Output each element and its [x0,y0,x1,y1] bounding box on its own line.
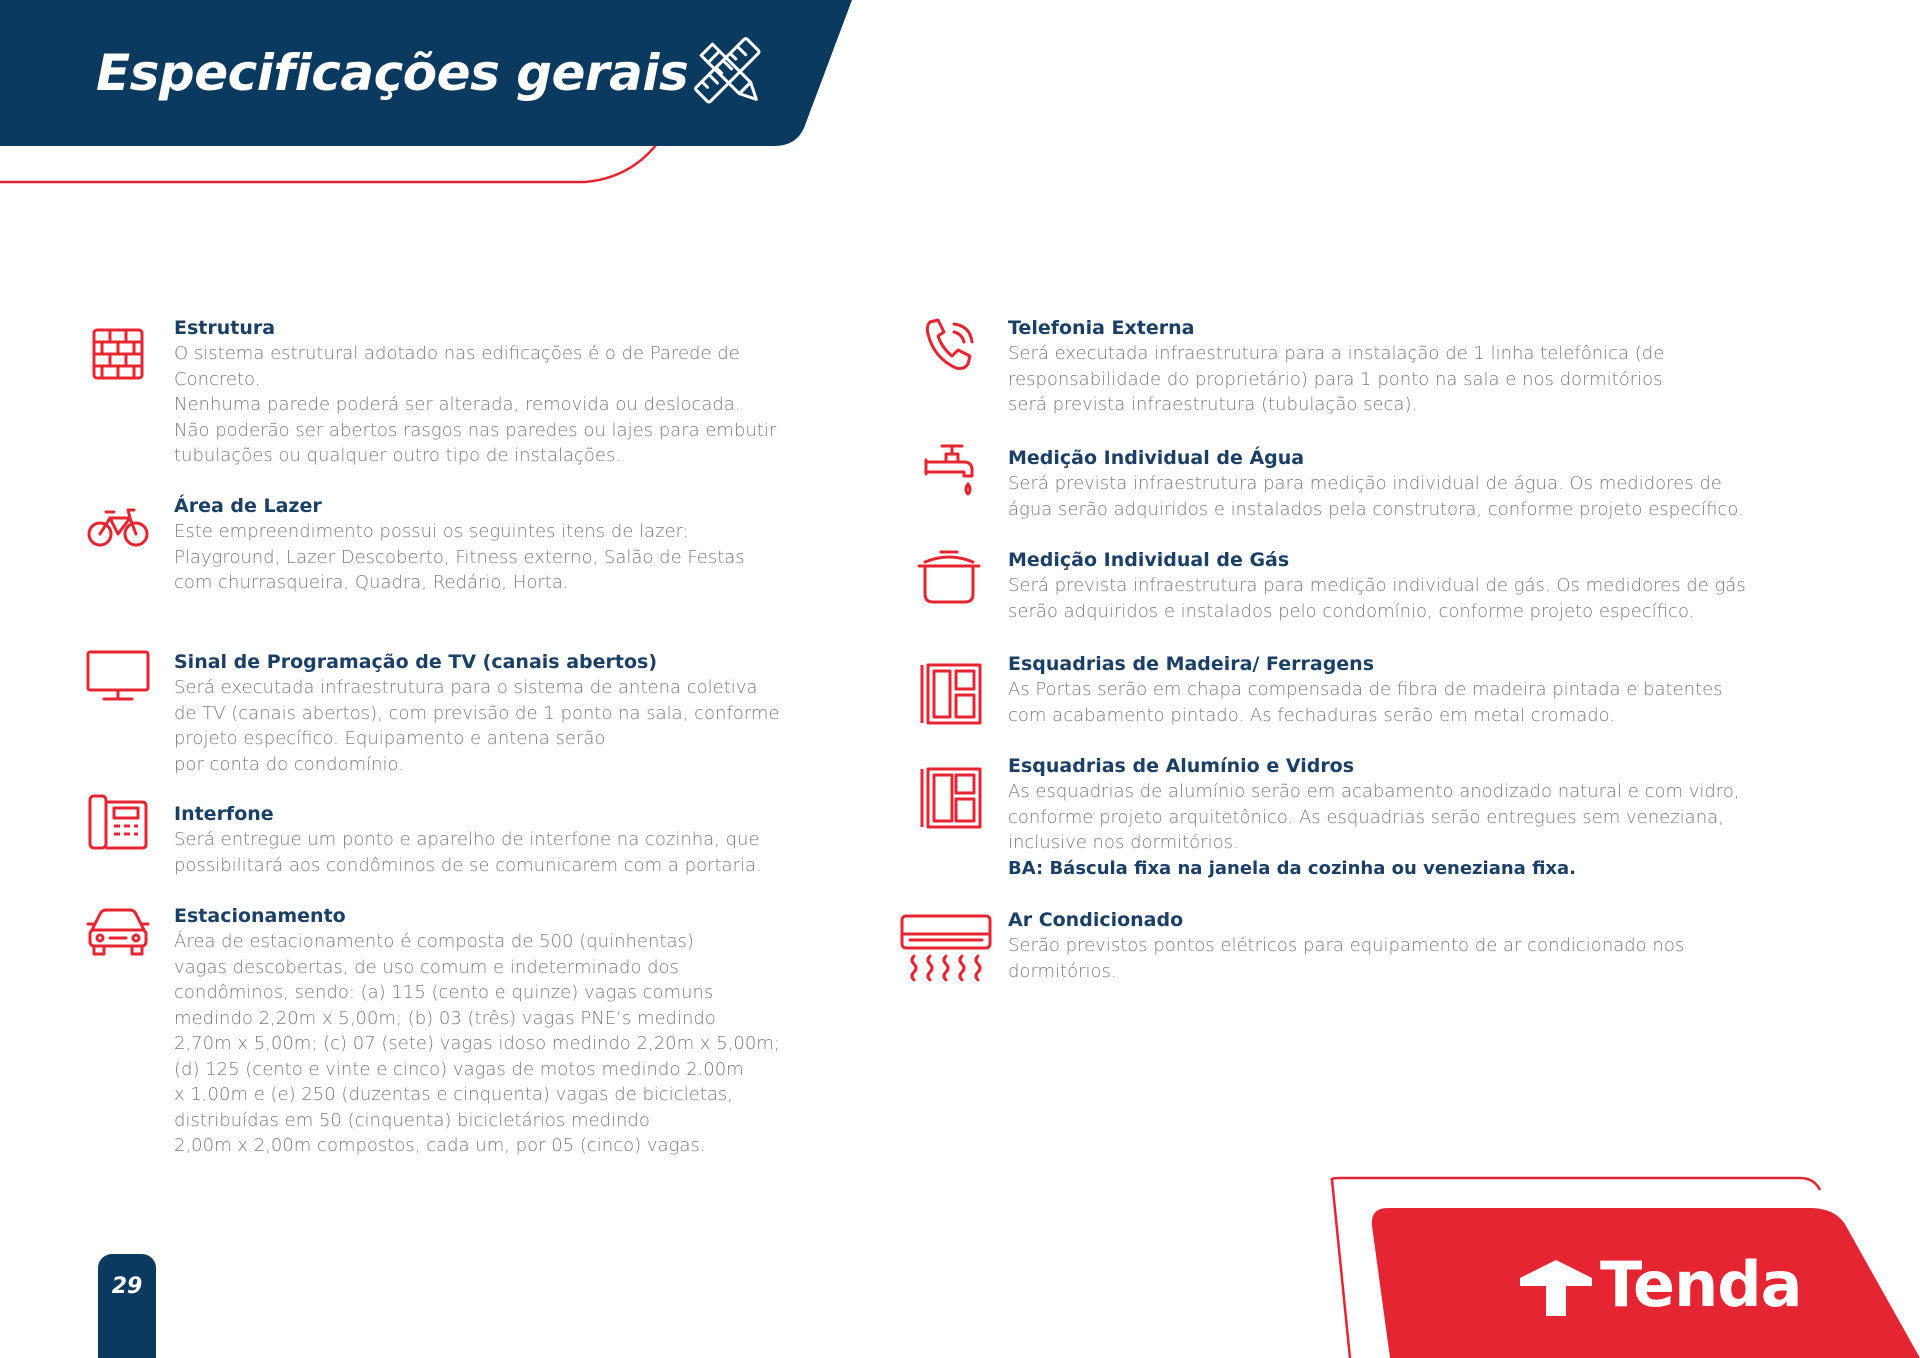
spec-title: Ar Condicionado [1008,909,1184,931]
spec-line: Será prevista infraestrutura para medição individual de gás. Os medidores de gás [1008,575,1746,596]
spec-title: Medição Individual de Gás [1008,549,1290,571]
spec-title: Medição Individual de Água [1008,447,1305,469]
phone-signal-icon [920,314,984,378]
spec-line: inclusive nos dormitórios. [1008,832,1239,853]
spec-line: Será executada infraestrutura para o sistema de antena coletiva [174,677,758,698]
spec-title: Telefonia Externa [1008,317,1195,339]
spec-line: condôminos, sendo: (a) 115 (cento e quinze) vagas comuns [174,982,714,1003]
page-number: 29 [111,1274,143,1299]
spec-title: Sinal de Programação de TV (canais abertos) [174,651,658,673]
spec-line: responsabilidade do proprietário) para 1 ponto na sala e nos dormitórios [1008,368,1663,390]
spec-line: As esquadrias de alumínio serão em acabamento anodizado natural e com vidro, [1008,781,1740,802]
spec-line: serão adquiridos e instalados pelo condomínio, conforme projeto específico. [1008,600,1695,622]
spec-line: (d) 125 (cento e vinte e cinco) vagas de motos medindo 2.00m [174,1058,744,1080]
spec-line: Não poderão ser abertos rasgos nas paredes ou lajes para embutir [174,419,777,441]
spec-line: O sistema estrutural adotado nas edificações é o de Parede de [174,343,740,364]
spec-line: será prevista infraestrutura (tubulação seca). [1008,394,1418,415]
tv-icon [86,644,150,708]
spec-line: Será executada infraestrutura para a instalação de 1 linha telefônica (de [1008,343,1665,364]
spec-title: Estrutura [174,317,276,339]
spec-title: Esquadrias de Alumínio e Vidros [1008,755,1355,777]
spec-line: x 1.00m e (e) 250 (duzentas e cinquenta) vagas de bicicletas, [174,1084,733,1105]
spec-line: conforme projeto arquitetônico. As esquadrias serão entregues sem veneziana, [1008,806,1724,828]
spec-line: As Portas serão em chapa compensada de fibra de madeira pintada e batentes [1008,679,1723,700]
spec-line: 2,00m x 2,00m compostos, cada um, por 05 (cinco) vagas. [174,1135,706,1156]
spec-line: Este empreendimento possui os seguintes itens de lazer: [174,521,689,542]
spec-line: Concreto. [174,368,261,390]
spec-line: 2,70m x 5,00m; (c) 07 (sete) vagas idoso medindo 2,20m x 5,00m; [174,1033,780,1054]
car-icon [86,900,150,964]
spec-line: possibilitará aos condôminos de se comunicarem com a portaria. [174,854,762,876]
air-conditioner-icon [898,912,994,984]
window-icon [920,762,984,832]
spec-line: dormitórios. [1008,960,1117,982]
page-number-tab [98,1254,156,1358]
page-title: Especificações gerais [96,44,689,102]
spec-title: Interfone [174,803,274,825]
spec-line: com acabamento pintado. As fechaduras serão em metal cromado. [1008,704,1616,726]
spec-title: Área de Lazer [174,495,322,517]
water-faucet-icon [920,440,984,504]
spec-line: vagas descobertas, de uso comum e indeterminado dos [174,956,679,978]
spec-line: medindo 2,20m x 5,00m; (b) 03 (três) vagas PNE’s medindo [174,1007,716,1029]
bicycle-icon [86,494,150,558]
spec-line: de TV (canais abertos), com previsão de 1 ponto na sala, conforme [174,702,780,724]
brand-logo-text: Tenda [1600,1248,1802,1321]
spec-line: Será entregue um ponto e aparelho de interfone na cozinha, que [174,829,760,850]
wooden-door-icon [920,658,984,728]
spec-line: com churrasqueira, Quadra, Redário, Horta. [174,572,569,593]
spec-line: Área de estacionamento é composta de 500 (quinhentas) [174,931,694,952]
spec-title: Estacionamento [174,905,346,927]
intercom-phone-icon [86,790,150,854]
spec-line: tubulações ou qualquer outro tipo de instalações. [174,445,622,466]
spec-note: BA: Báscula fixa na janela da cozinha ou veneziana fixa. [1008,857,1577,879]
spec-line: Serão previstos pontos elétricos para equipamento de ar condicionado nos [1008,935,1685,956]
cooking-pot-icon [908,544,990,608]
spec-line: água serão adquiridos e instalados pela construtora, conforme projeto específico. [1008,498,1744,520]
spec-line: Playground, Lazer Descoberto, Fitness externo, Salão de Festas [174,546,745,568]
brick-wall-icon [86,322,150,386]
spec-line: por conta do condomínio. [174,753,404,775]
spec-line: distribuídas em 50 (cinquenta) bicicletários medindo [174,1109,650,1131]
tenda-logo-icon [1516,1256,1596,1318]
ruler-pencil-icon [680,26,776,116]
spec-line: Nenhuma parede poderá ser alterada, removida ou deslocada. [174,394,741,415]
spec-line: projeto específico. Equipamento e antena serão [174,728,606,749]
spec-title: Esquadrias de Madeira/ Ferragens [1008,653,1375,675]
spec-line: Será prevista infraestrutura para medição individual de água. Os medidores de [1008,473,1722,494]
